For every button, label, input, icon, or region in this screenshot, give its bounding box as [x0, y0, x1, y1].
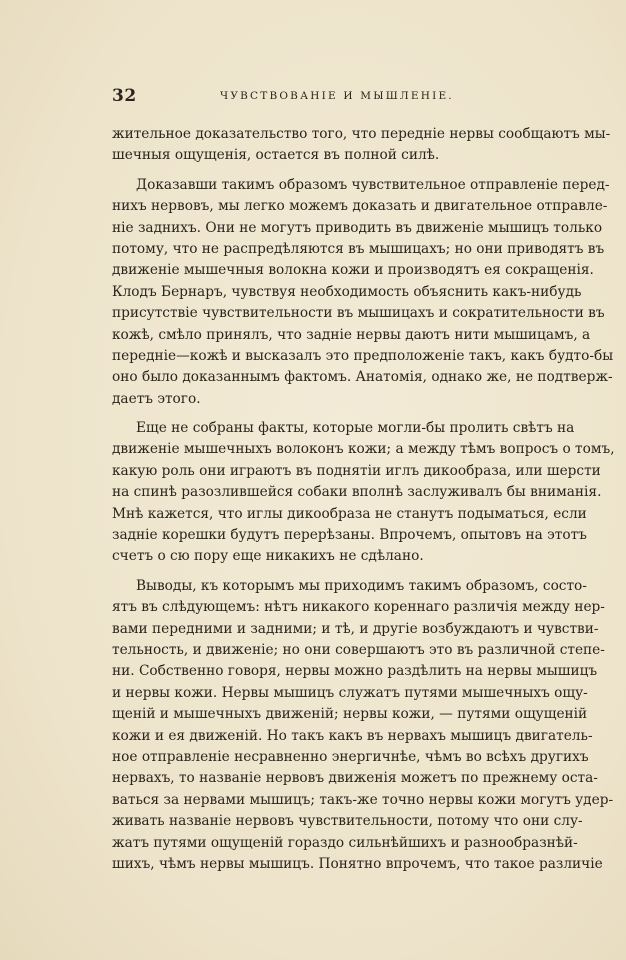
text-line: ное отправленіе несравненно энергичнѣе, чѣмъ во всѣхъ другихъ — [112, 748, 589, 765]
running-title: ЧУВСТВОВАНІЕ И МЫШЛЕНІЕ. — [220, 90, 454, 102]
text-line: Доказавши такимъ образомъ чувствительное отправленіе перед- — [136, 176, 610, 193]
text-line: Выводы, къ которымъ мы приходимъ такимъ образомъ, состо- — [136, 577, 587, 594]
text-line: движеніе мышечныя волокна кожи и производятъ ея сокращенія. — [112, 262, 594, 279]
text-line: шечныя ощущенія, остается въ полной силѣ. — [112, 147, 440, 164]
text-line: живать названіе нервовъ чувствительности, потому что они слу- — [112, 813, 583, 830]
text-line: потому, что не распредѣляются въ мышицахъ; но они приводятъ въ — [112, 240, 605, 257]
paragraph-gap — [112, 568, 562, 576]
text-line: счетъ о сю пору еще никакихъ не сдѣлано. — [112, 548, 424, 565]
text-line: тельность, и движеніе; но они совершаютъ это въ различной степе- — [112, 641, 605, 658]
paragraph — [112, 576, 614, 875]
paragraph-gap — [112, 410, 562, 418]
paragraph — [112, 418, 615, 568]
text-line: нихъ нервовъ, мы легко можемъ доказать и двигательное отправле- — [112, 198, 608, 215]
text-line: щеній и мышечныхъ движеній; нервы кожи, — путями ощущеній — [112, 706, 588, 723]
text-line: ни. Собственно говоря, нервы можно раздѣлить на нервы мышицъ — [112, 663, 598, 680]
text-line: кожи и ея движеній. Но такъ какъ въ нервахъ мышицъ двигатель- — [112, 727, 593, 744]
text-line: на спинѣ разозлившейся собаки вполнѣ заслуживалъ бы вниманія. — [112, 484, 602, 501]
text-line: Мнѣ кажется, что иглы дикообраза не станутъ подыматься, если — [112, 505, 587, 522]
text-line: вами передними и задними; и тѣ, и другіе возбуждаютъ и чувстви- — [112, 620, 599, 637]
page-number: 32 — [112, 86, 137, 106]
text-line: кожѣ, смѣло принялъ, что задніе нервы даютъ нити мышицамъ, а — [112, 326, 591, 343]
text-line: нервахъ, то названіе нервовъ движенія можетъ по прежнему оста- — [112, 770, 598, 787]
text-line: ваться за нервами мышицъ; такъ-же точно нервы кожи могутъ удер- — [112, 791, 614, 808]
text-line: Клодъ Бернаръ, чувствуя необходимость объяснить какъ-нибудь — [112, 283, 582, 300]
body-text — [112, 124, 615, 875]
paragraph-gap — [112, 167, 562, 175]
paragraph — [112, 124, 611, 167]
text-line: движеніе мышечныхъ волоконъ кожи; а между тѣмъ вопросъ о томъ, — [112, 441, 615, 458]
text-line: какую роль они играютъ въ поднятіи иглъ дикообраза, или шерсти — [112, 462, 601, 479]
text-line: шихъ, чѣмъ нервы мышицъ. Понятно впрочемъ, что такое различіе — [112, 855, 603, 872]
text-line: оно было доказаннымъ фактомъ. Анатомія, однако же, не подтверж- — [112, 369, 613, 386]
paragraph — [112, 175, 614, 410]
text-line: присутствіе чувствительности въ мышицахъ и сократительности въ — [112, 305, 605, 322]
text-line: Еще не собраны факты, которые могли-бы пролить свѣтъ на — [136, 420, 575, 437]
text-line: задніе корешки будутъ перерѣзаны. Впрочемъ, опытовъ на этотъ — [112, 527, 587, 544]
text-line: ятъ въ слѣдующемъ: нѣтъ никакого кореннаго различія между нер- — [112, 599, 605, 616]
text-line: ніе заднихъ. Они не могутъ приводить въ движеніе мышицъ только — [112, 219, 603, 236]
text-line: и нервы кожи. Нервы мышицъ служатъ путями мышечныхъ ощу- — [112, 684, 588, 701]
text-line: жатъ путями ощущеній гораздо сильнѣйшихъ и разнообразнѣй- — [112, 834, 578, 851]
text-line: даетъ этого. — [112, 390, 201, 407]
text-line: жительное доказательство того, что передніе нервы сообщаютъ мы- — [112, 126, 611, 142]
page-header — [112, 86, 562, 108]
text-line: передніе—кожѣ и высказалъ это предположеніе такъ, какъ будто-бы — [112, 347, 614, 364]
